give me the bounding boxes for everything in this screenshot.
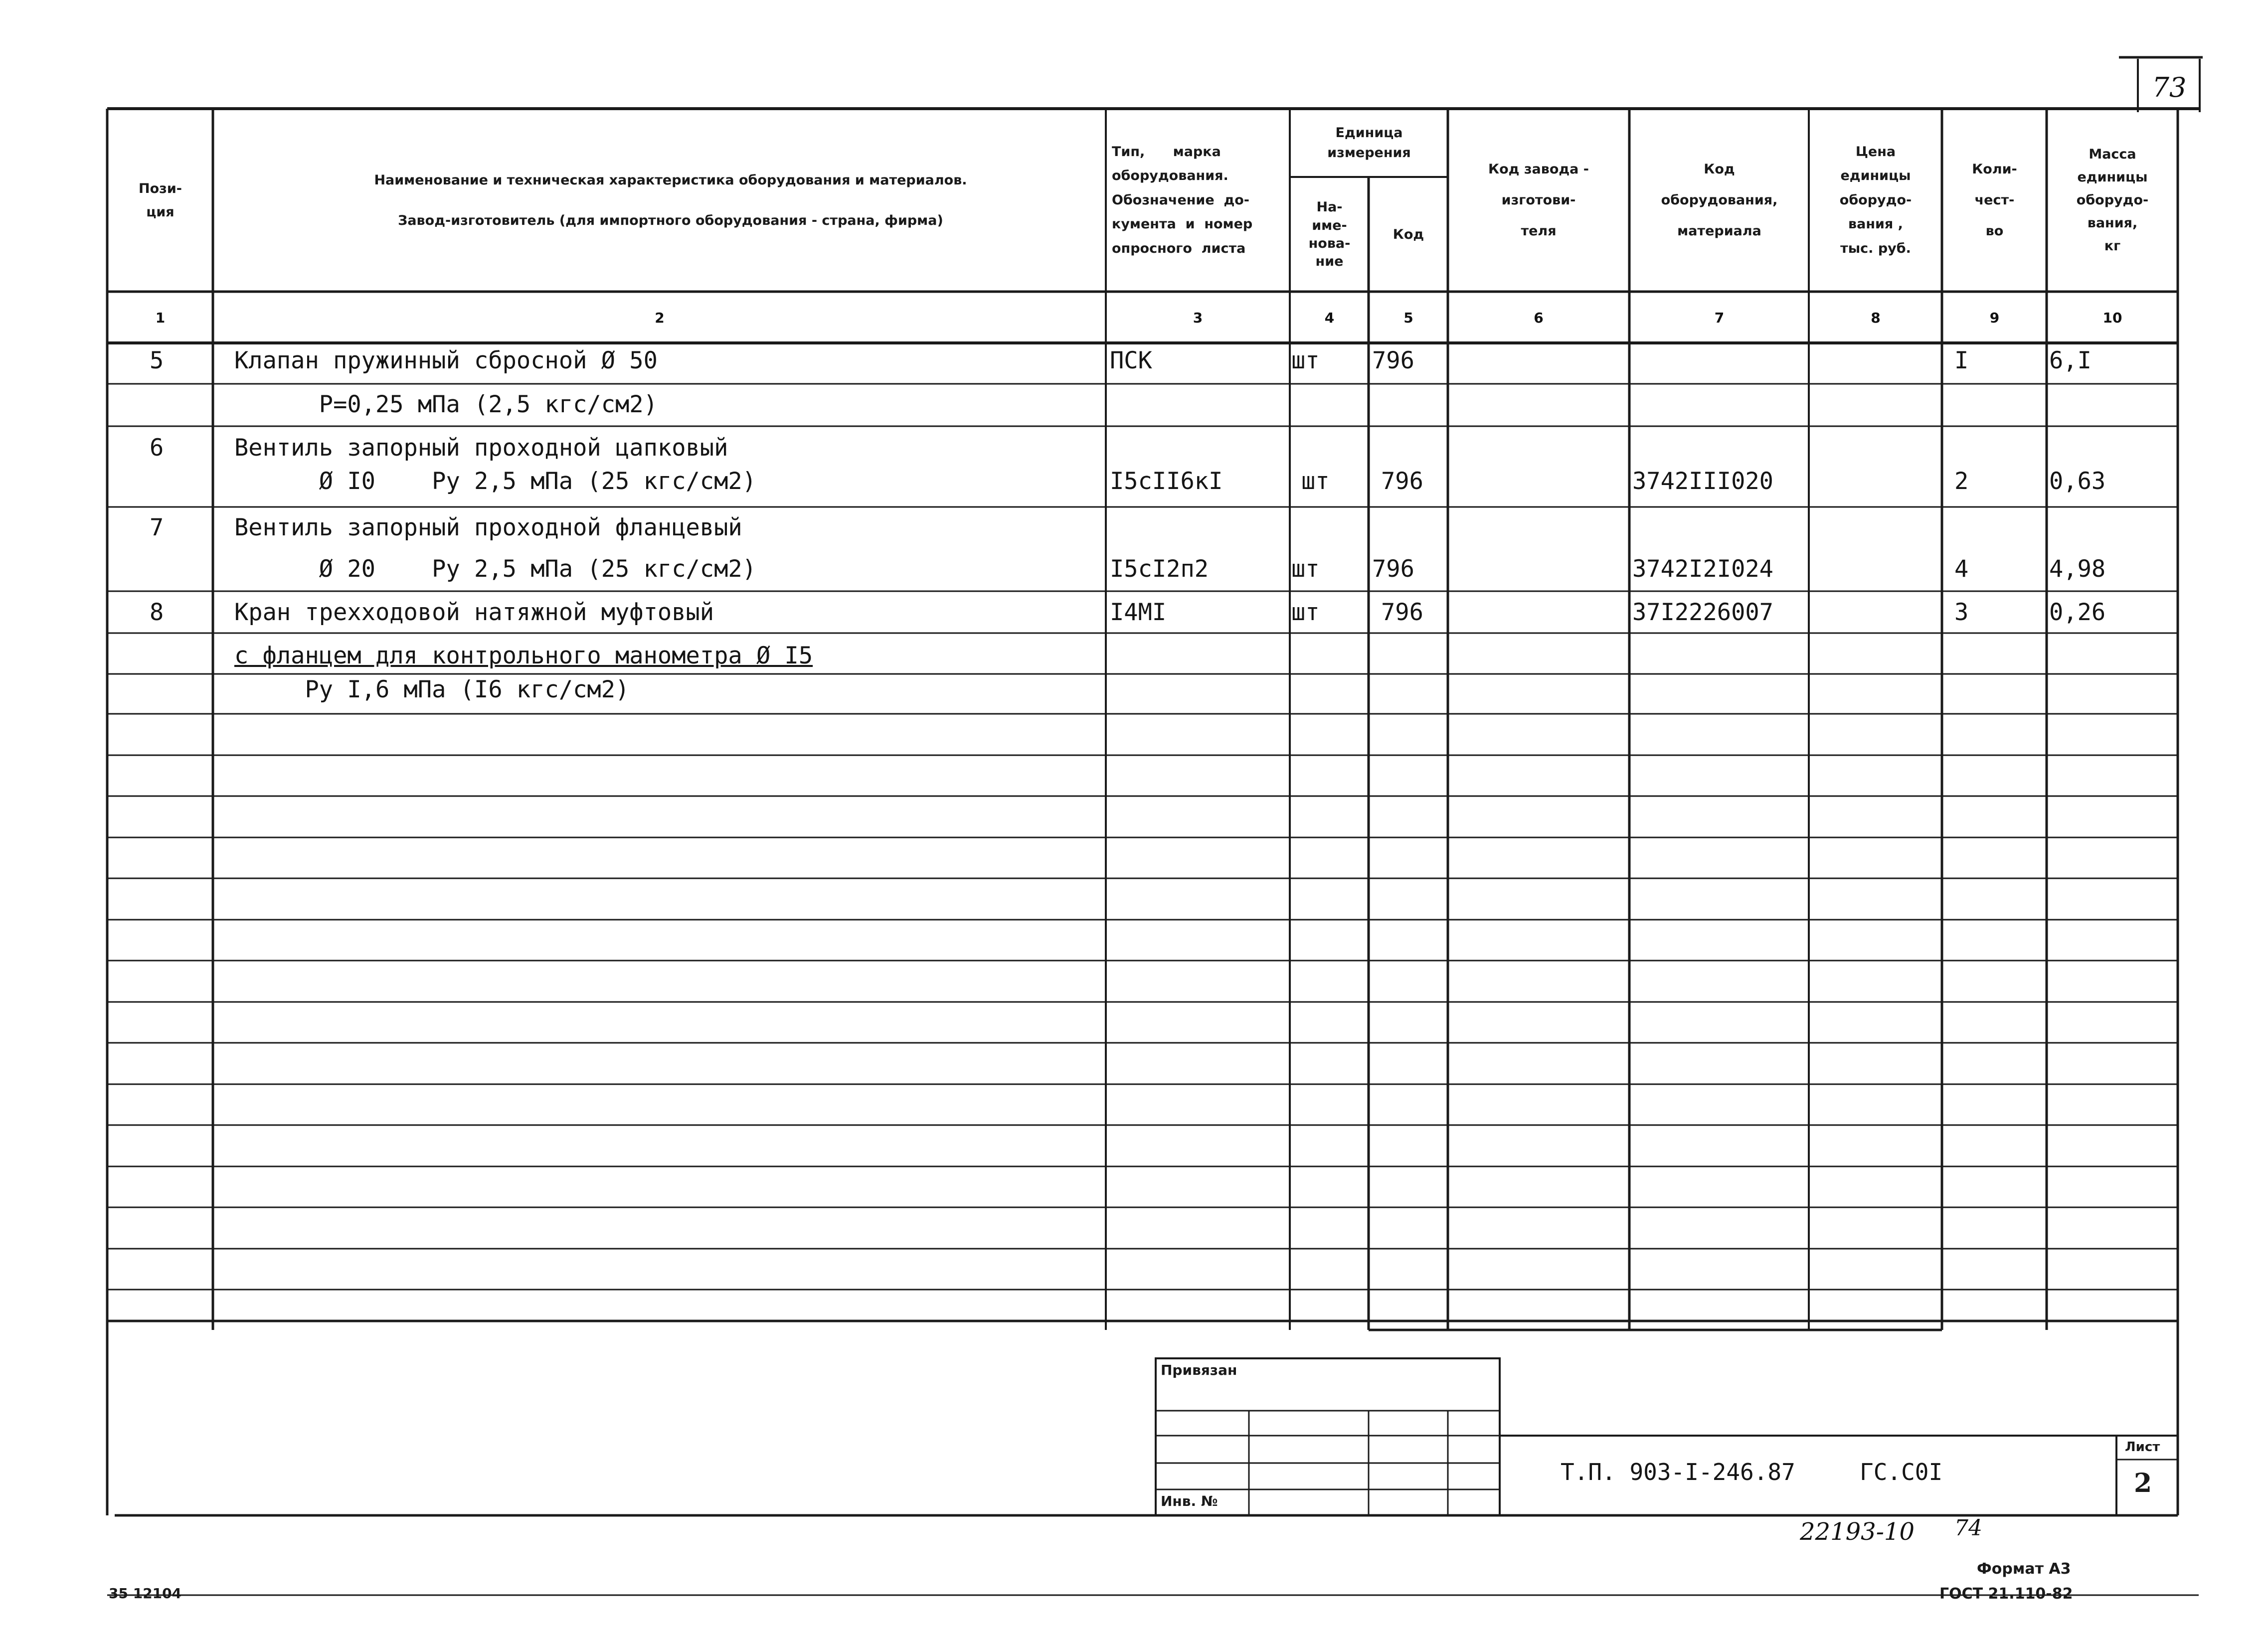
header-unit: Единица измерения [1327, 125, 1411, 161]
header-type: Тип, марка оборудования. Обозначение до- кумента и номер опросного листа [1112, 144, 1253, 256]
row-type: I4MI [1110, 599, 1167, 626]
row-unit: шт [1291, 555, 1320, 583]
document-designation: Т.П. 903-I-246.87 [1561, 1459, 1795, 1485]
row-equipment-code: 3742I2I024 [1632, 555, 1773, 583]
row-unit-code: 796 [1381, 599, 1423, 626]
row-position: 8 [150, 599, 164, 626]
column-number: 2 [655, 309, 665, 326]
row-type: I5cII6кI [1110, 468, 1223, 495]
column-number: 7 [1714, 309, 1725, 326]
row-quantity: 2 [1954, 468, 1969, 495]
row-mass: 4,98 [2049, 555, 2106, 583]
row-equipment-code: 3742III020 [1632, 468, 1773, 495]
print-mark: 35 12104 [109, 1585, 182, 1602]
header-position: Пози- ция [139, 180, 182, 220]
page-number: 73 [2152, 71, 2187, 103]
column-number: 4 [1324, 309, 1335, 326]
row-name: с фланцем для контрольного манометра Ø I5 [234, 642, 813, 669]
column-number: 9 [1989, 309, 2000, 326]
row-type: ПСК [1110, 347, 1152, 374]
row-position: 6 [150, 434, 164, 462]
archive-number: 22193-10 [1800, 1518, 1915, 1546]
row-name: Р=0,25 мПа (2,5 кгс/см2) [234, 391, 658, 418]
row-position: 5 [150, 347, 164, 374]
row-unit-code: 796 [1372, 555, 1414, 583]
row-quantity: 3 [1954, 599, 1969, 626]
stamp-inventory-number-label: Инв. № [1161, 1493, 1218, 1509]
row-type: I5cI2п2 [1110, 555, 1209, 583]
archive-sheet: 74 [1954, 1515, 1982, 1541]
column-number: 1 [155, 309, 166, 326]
header-mass: Масса единицы оборудо- вания, кг [2076, 147, 2149, 254]
row-name: Кран трехходовой натяжной муфтовый [234, 599, 714, 626]
stamp-privyazan-label: Привязан [1161, 1362, 1237, 1378]
column-number: 5 [1403, 309, 1413, 326]
row-position: 7 [150, 514, 164, 541]
row-quantity: 4 [1954, 555, 1969, 583]
row-unit: шт [1291, 347, 1320, 374]
header-name: Наименование и техническая характеристика оборудования и материалов. Завод-изготовитель (для импортного оборудования - страна, фирма) [374, 172, 967, 228]
column-number: 6 [1534, 309, 1544, 326]
sheet-label: Лист [2125, 1440, 2160, 1455]
row-name: Ø I0 Ру 2,5 мПа (25 кгс/см2) [234, 468, 756, 495]
row-unit: шт [1291, 599, 1320, 626]
column-number: 10 [2102, 309, 2122, 326]
row-unit: шт [1301, 468, 1330, 495]
row-unit-code: 796 [1372, 347, 1414, 374]
header-quantity: Коли- чест- во [1972, 161, 2017, 239]
row-name: Клапан пружинный сбросной Ø 50 [234, 347, 658, 374]
row-name: Вентиль запорный проходной фланцевый [234, 514, 742, 541]
header-factory-code: Код завода - изготови- теля [1488, 161, 1589, 239]
header-unit-code: Код [1393, 227, 1424, 243]
header-unit-name: На- име- нова- ние [1308, 199, 1351, 270]
document-code: ГС.С0I [1860, 1459, 1943, 1485]
row-name: Вентиль запорный проходной цапковый [234, 434, 728, 462]
row-mass: 0,26 [2049, 599, 2106, 626]
gost-label: ГОСТ 21.110-82 [1939, 1585, 2073, 1603]
row-equipment-code: 37I2226007 [1632, 599, 1773, 626]
format-label: Формат А3 [1977, 1560, 2071, 1578]
row-unit-code: 796 [1381, 468, 1423, 495]
row-quantity: I [1954, 347, 1969, 374]
header-price: Цена единицы оборудо- вания , тыс. руб. [1839, 144, 1912, 256]
row-mass: 6,I [2049, 347, 2092, 374]
sheet-number: 2 [2134, 1468, 2152, 1498]
header-equipment-code: Код оборудования, материала [1661, 161, 1778, 239]
column-number: 3 [1193, 309, 1203, 326]
column-number: 8 [1871, 309, 1881, 326]
row-name: Ру I,6 мПа (I6 кгс/см2) [234, 676, 630, 703]
row-name: Ø 20 Ру 2,5 мПа (25 кгс/см2) [234, 555, 756, 583]
row-mass: 0,63 [2049, 468, 2106, 495]
